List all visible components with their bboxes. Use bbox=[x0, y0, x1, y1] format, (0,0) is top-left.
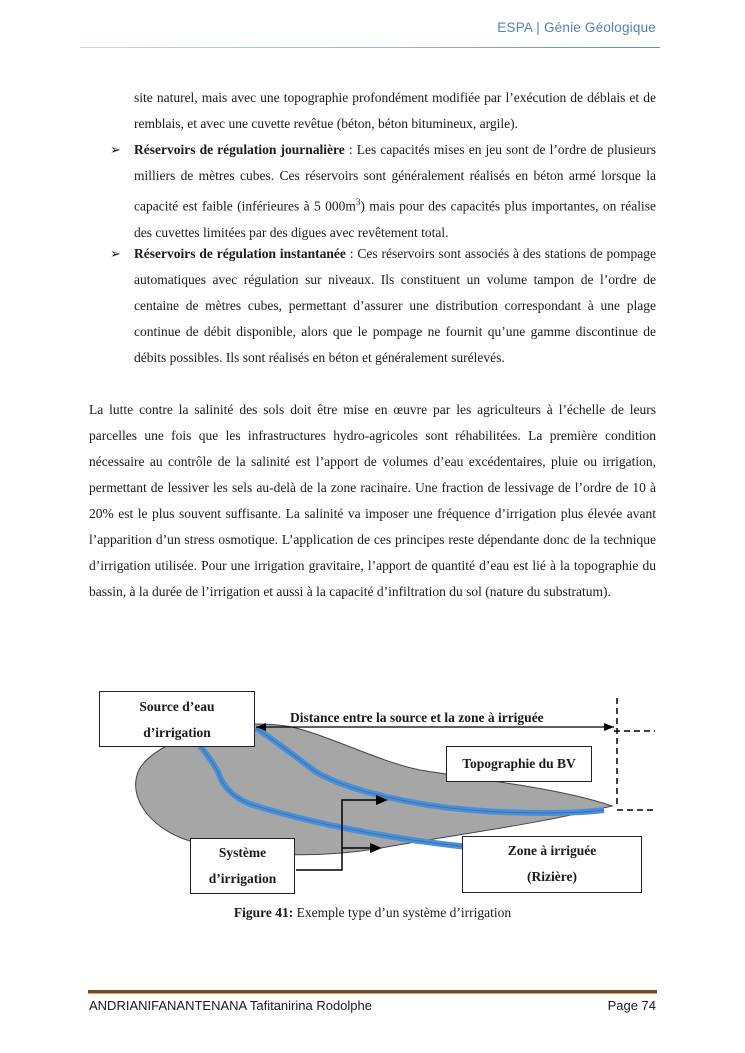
bullet-text: : Les capacités mises en jeu sont de l’ordre de plusieurs milliers de mètres cubes. Ces réservoirs sont généralement réalisés en béton armé lorsque la capacité est faible (inférieures à 5 000m bbox=[134, 142, 656, 214]
footer-divider bbox=[88, 990, 657, 993]
bullet-instant-regulation bbox=[134, 241, 656, 371]
irrigation-figure bbox=[0, 680, 745, 900]
body-paragraph: La lutte contre la salinité des sols doit être mise en œuvre par les agriculteurs à l’échelle de leurs parcelles une fois que les infrastructures hydro-agricoles sont réhabilitées. La première condition nécessaire au contrôle de la salinité est l’apport de volumes d’eau excédentaires, pluie ou irrigation, permettant de lessiver les sels au-delà de la zone racinaire. Une fraction de lessivage de l’ordre de 10 à 20% est le plus souvent suffisante. La salinité va imposer une fréquence d’irrigation plus élevée avant l’apparition d’un stress osmotique. L’application de ces principes reste dépendante donc de la technique d’irrigation utilisée. Pour une irrigation gravitaire, l’apport de quantité d’eau est lié à la topographie du bassin, à la durée de l’irrigation et aussi à la capacité d’infiltration du sol (nature du substratum). bbox=[89, 402, 656, 599]
header-divider bbox=[80, 47, 660, 48]
zone-label-line2: (Rizière) bbox=[527, 869, 577, 884]
bullet-text: ) mais pour des capacités plus importantes, on réalise des cuvettes limitées par des digues avec revêtement total. bbox=[134, 198, 656, 240]
bullet-term: Réservoirs de régulation instantanée bbox=[134, 246, 346, 261]
bullet-text: : Ces réservoirs sont associés à des stations de pompage automatiques avec régulation sur niveaux. Ils constituent un volume tampon de l’ordre de centaine de mètres cubes, permettant d’assurer une distribution correspondant à une plage continue de débit disponible, alors que le pompage ne fournit qu’une gamme discontinue de débits possibles. Ils sont réalisés en béton et généralement surélevés. bbox=[134, 246, 656, 365]
source-box bbox=[99, 691, 255, 747]
caption-label: Figure 41: bbox=[233, 905, 294, 920]
bullet-arrow-icon: ➢ bbox=[110, 142, 121, 157]
footer-author: ANDRIANIFANANTENANA Tafitanirina Rodolphe bbox=[89, 998, 372, 1013]
source-label-line1: Source d’eau bbox=[139, 699, 215, 714]
system-label-line1: Système bbox=[218, 845, 267, 860]
zone-box bbox=[462, 836, 642, 893]
bullet-daily-regulation bbox=[134, 137, 656, 246]
distance-label: Distance entre la source et la zone à irriguée bbox=[290, 710, 544, 725]
distance-arrow-right bbox=[604, 723, 614, 731]
topography-box bbox=[446, 746, 592, 782]
system-label-line2: d’irrigation bbox=[208, 871, 277, 886]
bullet-term: Réservoirs de régulation journalière bbox=[134, 142, 345, 157]
zone-label-line1: Zone à irriguée bbox=[507, 843, 597, 858]
superscript: 3 bbox=[355, 197, 361, 207]
topography-label: Topographie du BV bbox=[462, 756, 576, 771]
system-box bbox=[190, 838, 295, 894]
intro-paragraph: site naturel, mais avec une topographie profondément modifiée par l’exécution de déblais et de remblais, et avec une cuvette revêtue (béton, béton bitumineux, argile). bbox=[134, 90, 656, 131]
caption-text: Exemple type d’un système d’irrigation bbox=[293, 905, 512, 920]
source-label-line2: d’irrigation bbox=[143, 725, 211, 740]
bullet-arrow-icon: ➢ bbox=[110, 246, 121, 261]
footer-page-number: Page 74 bbox=[607, 998, 656, 1013]
header-title: ESPA | Génie Géologique bbox=[497, 20, 656, 35]
figure-caption bbox=[0, 905, 745, 921]
